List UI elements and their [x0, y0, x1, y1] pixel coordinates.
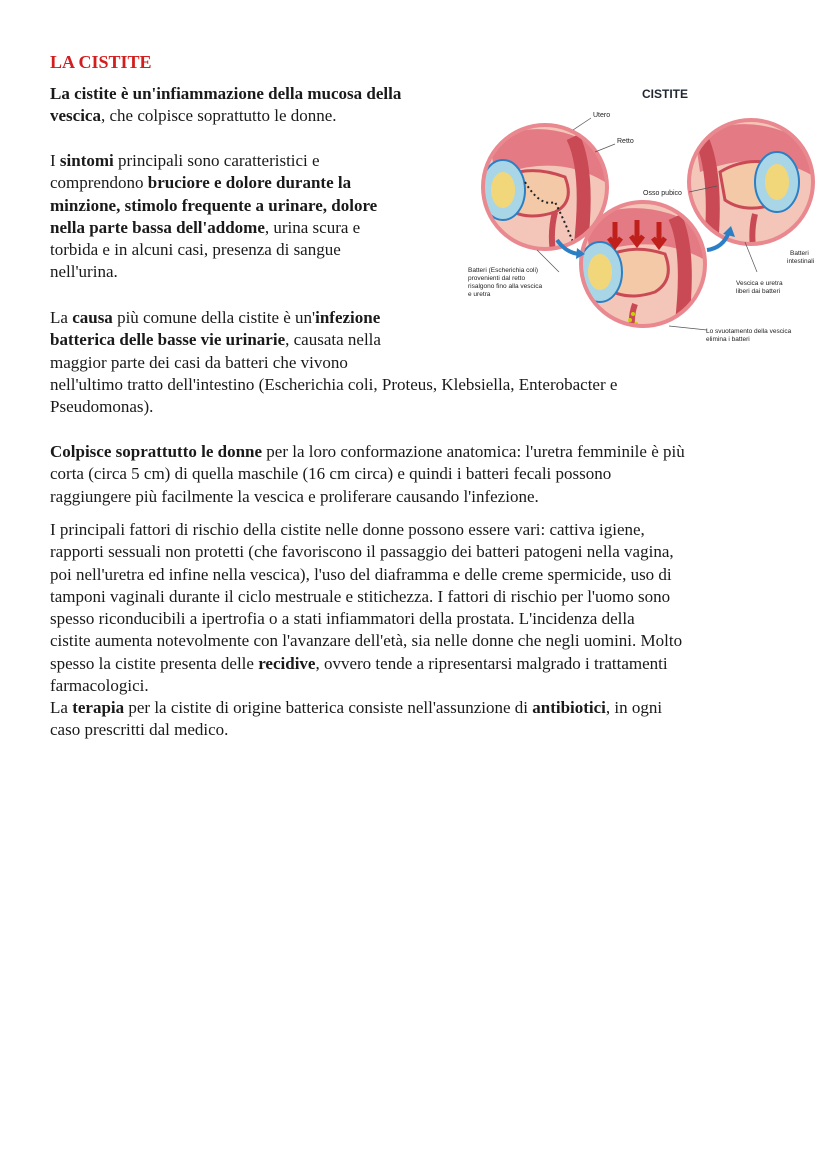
text: Pseudomonas). — [50, 397, 154, 417]
label-retto: Retto — [617, 138, 634, 145]
text: poi nell'uretra ed infine nella vescica), l'uso del diaframma e delle creme spermicide, uso di — [50, 564, 672, 584]
text: torbida e in alcuni casi, presenza di sangue — [50, 240, 341, 260]
text: , in ogni — [605, 698, 663, 717]
text: maggior parte dei casi da batteri che vivono — [50, 352, 348, 372]
text: principali sono caratteristici e — [113, 151, 320, 170]
text: , causata nella — [285, 330, 381, 350]
text: spesso la cistite presenta delle — [50, 653, 259, 673]
text: I — [50, 151, 60, 170]
bold-text: causa — [72, 308, 113, 327]
label-vescica-liberi: Vescica e uretra — [736, 280, 783, 287]
bold-text: bruciore e dolore durante la — [147, 173, 352, 193]
leader-line — [669, 326, 707, 330]
risk-factors-paragraph — [50, 519, 682, 697]
text: La — [50, 308, 73, 327]
therapy-paragraph — [50, 697, 662, 742]
intro-paragraph — [50, 83, 401, 128]
text: per la loro conformazione anatomica: l'uretra femminile è più — [262, 442, 685, 461]
text: , che colpisce soprattutto le donne. — [100, 106, 337, 126]
bold-text: terapia — [72, 698, 125, 717]
leader-line — [595, 144, 615, 152]
label-batteri-ecoli: risalgono fino alla vescica — [468, 283, 543, 290]
bold-text: vescica — [50, 106, 101, 126]
label-svuotamento: Lo svuotamento della vescica — [706, 328, 792, 335]
text: cistite aumenta notevolmente con l'avanzare dell'età, sia nelle donne che negli uomini. Molto — [50, 631, 683, 651]
leader-line — [537, 250, 559, 272]
text: più comune della cistite è un' — [112, 308, 316, 327]
text: nell'ultimo tratto dell'intestino (Escherichia coli, Proteus, Klebsiella, Enterobacter e — [50, 374, 618, 394]
cystitis-illustration — [455, 82, 825, 352]
leader-line — [745, 242, 757, 272]
page-title: LA CISTITE — [50, 52, 152, 72]
cystitis-diagram — [455, 82, 825, 352]
label-svuotamento: elimina i batteri — [706, 336, 750, 343]
bold-text: sintomi — [59, 151, 114, 170]
label-vescica-liberi: liberi dai batteri — [736, 288, 781, 295]
text: I principali fattori di rischio della cistite nelle donne possono essere vari: cattiva igiene, — [50, 520, 645, 539]
women-paragraph — [50, 441, 685, 508]
symptoms-paragraph — [50, 150, 377, 284]
text: , ovvero tende a ripresentarsi malgrado i trattamenti — [315, 653, 668, 673]
bold-text: Colpisce soprattutto le donne — [50, 442, 263, 461]
text: farmacologici. — [50, 676, 149, 696]
leader-line — [573, 118, 591, 130]
label-utero: Utero — [593, 112, 611, 119]
bold-text: minzione, stimolo frequente a urinare, dolore — [50, 195, 378, 215]
text: nell'urina. — [50, 262, 118, 282]
text: per la cistite di origine batterica consiste nell'assunzione di — [124, 698, 533, 717]
label-osso-pubico: Osso pubico — [643, 190, 682, 197]
bold-text: infezione — [315, 308, 381, 327]
text: comprendono — [50, 173, 148, 193]
text: rapporti sessuali non protetti (che favoriscono il passaggio dei batteri patogeni nella vagina, — [50, 542, 674, 562]
bold-text: recidive — [258, 653, 316, 673]
text: spesso riconducibili a ipertrofia o a stati infiammatori della prostata. L'incidenza della — [50, 609, 635, 629]
label-batteri-intestinali: intestinali — [787, 258, 815, 265]
label-batteri-ecoli: Batteri (Escherichia coli) — [468, 267, 539, 274]
label-batteri-intestinali: Batteri — [790, 250, 809, 257]
figure-title: CISTITE — [642, 87, 689, 101]
bold-text: batterica delle basse vie urinarie — [50, 330, 286, 350]
text: La — [50, 698, 73, 717]
anatomy-circle-clean — [685, 117, 825, 247]
text: , urina scura e — [264, 217, 361, 237]
bold-text: nella parte bassa dell'addome — [50, 217, 265, 237]
text: raggiungere più facilmente la vescica e proliferare causando l'infezione. — [50, 486, 539, 506]
bold-text: antibiotici — [532, 698, 606, 717]
text: tamponi vaginali durante il ciclo mestruale e stitichezza. I fattori di rischio per l'uomo sono — [50, 586, 671, 606]
label-batteri-ecoli: e uretra — [468, 291, 491, 298]
text: corta (circa 5 cm) di quella maschile (16 cm circa) e quindi i batteri fecali possono — [50, 464, 612, 484]
label-batteri-ecoli: provenienti dal retto — [468, 275, 526, 282]
text: caso prescritti dal medico. — [50, 720, 229, 740]
bold-text: La cistite è un'infiammazione della mucosa della — [50, 84, 402, 103]
